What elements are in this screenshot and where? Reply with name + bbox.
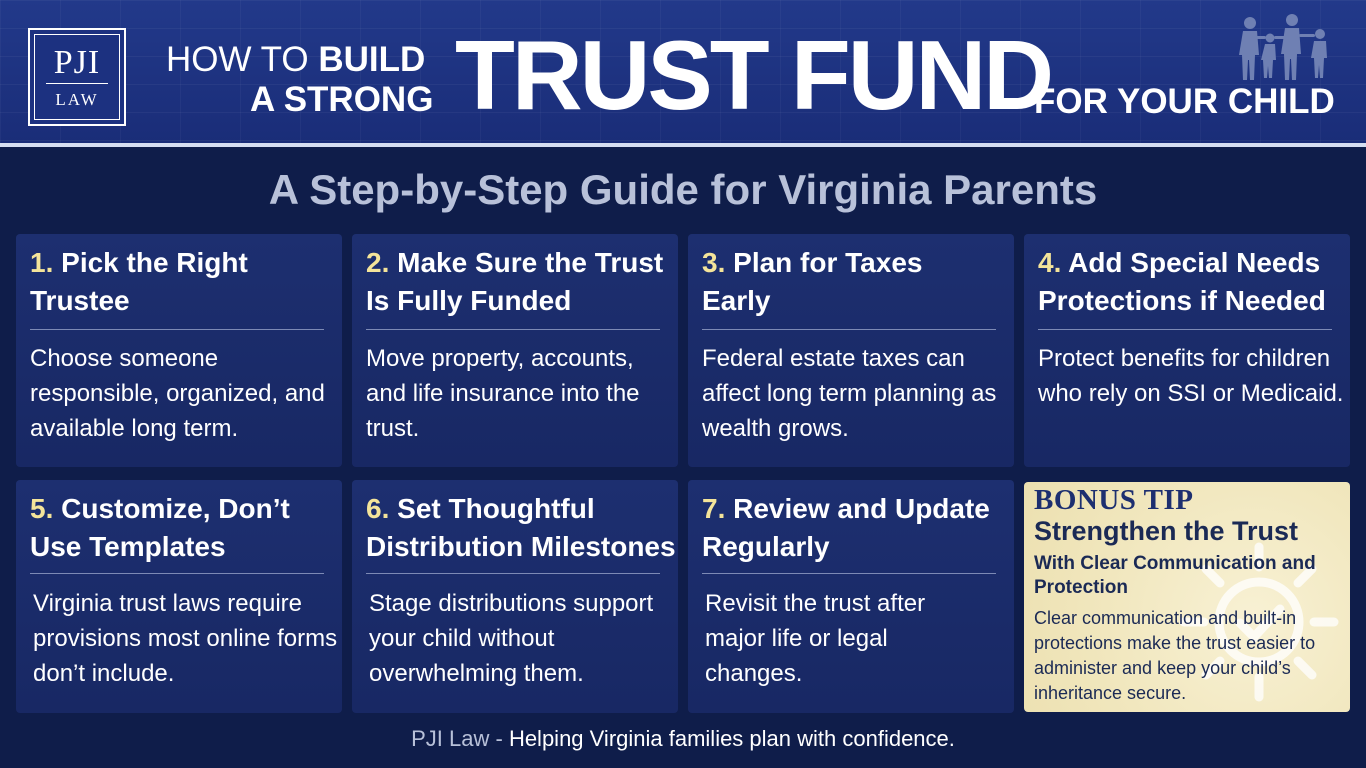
step-divider: [30, 573, 324, 574]
step-body: Federal estate taxes can affect long term planning as wealth grows.: [702, 345, 997, 442]
step-card-6: [352, 480, 678, 713]
step-title: [1038, 244, 1348, 320]
page-subtitle: A Step-by-Step Guide for Virginia Parents: [268, 166, 1098, 213]
pji-law-logo[interactable]: [28, 28, 126, 126]
headline-strong: A STRONG: [250, 80, 434, 119]
step-title-text: Pick the Right Trustee: [30, 247, 248, 316]
step-divider: [1038, 329, 1332, 330]
step-number: 1.: [30, 247, 54, 278]
step-title-text: Plan for Taxes Early: [702, 247, 923, 316]
bonus-subheadline: With Clear Communication and Protection: [1034, 553, 1316, 598]
step-title: [702, 490, 1012, 566]
headline-suffix: FOR YOUR CHILD: [1034, 82, 1335, 121]
footer-text: Helping Virginia families plan with confidence.: [508, 726, 955, 751]
step-body: Protect benefits for children who rely on SSI or Medicaid.: [1038, 345, 1344, 407]
step-card-5: [16, 480, 342, 713]
step-title-text: Add Special Needs Protections if Needed: [1038, 247, 1326, 316]
step-title: [366, 244, 676, 320]
step-title-text: Review and Update Regularly: [702, 493, 990, 562]
step-number: 2.: [366, 247, 390, 278]
step-card-2: [352, 234, 678, 467]
step-number: 5.: [30, 493, 54, 524]
headline-build: BUILD: [318, 40, 426, 79]
step-title-text: Make Sure the Trust Is Fully Funded: [366, 247, 664, 316]
step-card-1: [16, 234, 342, 467]
footer-brand: PJI Law: [411, 726, 490, 751]
step-title: [30, 244, 340, 320]
step-number: 6.: [366, 493, 390, 524]
step-card-3: [688, 234, 1014, 467]
bonus-label: BONUS TIP: [1034, 484, 1194, 516]
logo-pji-text: PJI: [53, 44, 101, 81]
bonus-headline: Strengthen the Trust: [1034, 516, 1299, 546]
step-number: 4.: [1038, 247, 1062, 278]
step-divider: [30, 329, 324, 330]
header-banner: [0, 0, 1366, 143]
step-body: Revisit the trust after major life or legal changes.: [705, 590, 926, 687]
step-card-7: [688, 480, 1014, 713]
step-number: 7.: [702, 493, 726, 524]
step-title: [702, 244, 962, 320]
step-title: [366, 490, 676, 566]
step-card-4: [1024, 234, 1350, 467]
step-number: 3.: [702, 247, 726, 278]
step-body: Stage distributions support your child without overwhelming them.: [369, 590, 654, 687]
bonus-body: Clear communication and built-in protections make the trust easier to administer and keep your child’s inheritance secure.: [1034, 608, 1316, 703]
step-title: [30, 490, 340, 566]
headline-main: TRUST FUND: [455, 20, 1052, 130]
step-divider: [702, 573, 996, 574]
logo-divider: [46, 83, 108, 84]
headline-line-2: [250, 80, 433, 120]
headline-line-1: [166, 40, 425, 80]
step-divider: [702, 329, 996, 330]
bonus-tip-card: [1024, 482, 1350, 712]
family-silhouette-icon: [1236, 14, 1336, 80]
headline-prefix: HOW TO: [166, 40, 319, 79]
step-body: Choose someone responsible, organized, and available long term.: [30, 345, 325, 442]
step-body: Move property, accounts, and life insurance into the trust.: [366, 345, 640, 442]
header-divider: [0, 143, 1366, 147]
step-divider: [366, 573, 660, 574]
step-divider: [366, 329, 660, 330]
logo-law-text: LAW: [55, 90, 99, 109]
footer-tagline: [0, 726, 1366, 752]
step-title-text: Customize, Don’t Use Templates: [30, 493, 290, 562]
step-title-text: Set Thoughtful Distribution Milestones: [366, 493, 676, 562]
step-body: Virginia trust laws require provisions most online forms don’t include.: [33, 590, 338, 687]
footer-separator: -: [489, 726, 509, 751]
